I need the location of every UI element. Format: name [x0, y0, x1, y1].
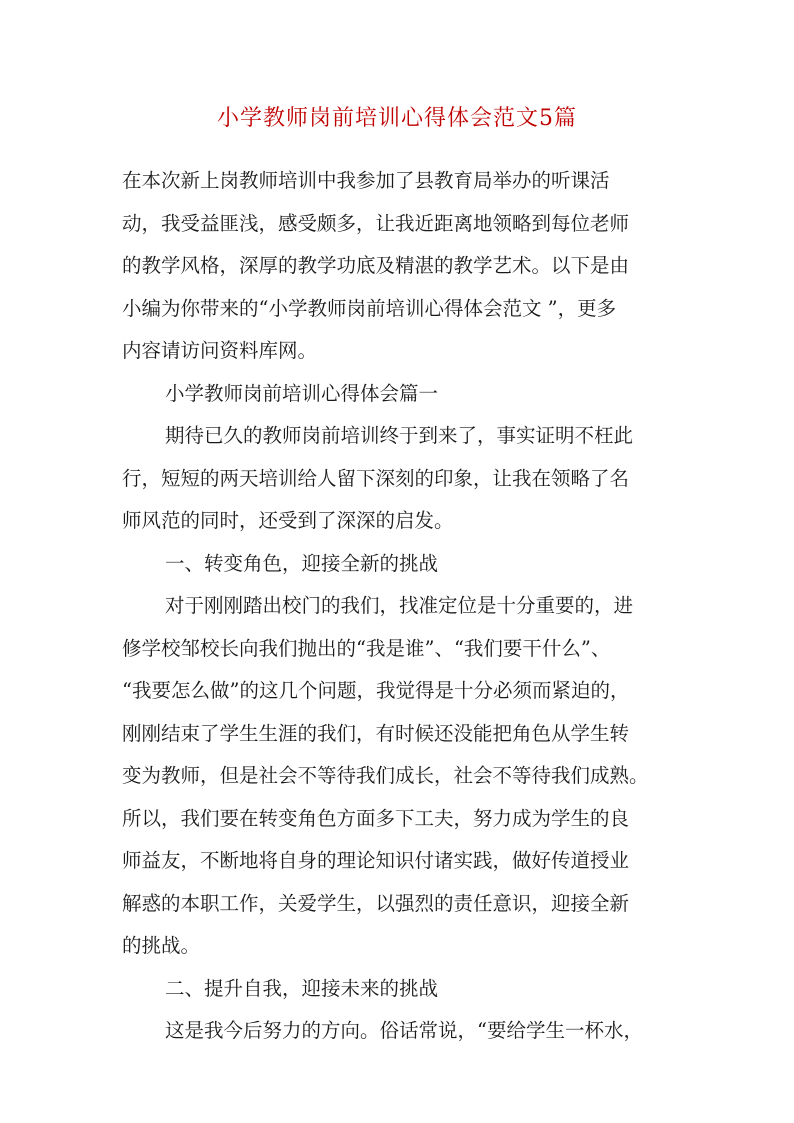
body-line: 动，我受益匪浅，感受颇多，让我近距离地领略到每位老师: [122, 211, 630, 235]
section-heading-part-one: 小学教师岗前培训心得体会篇一: [165, 381, 439, 405]
body-line: 的教学风格，深厚的教学功底及精湛的教学艺术。以下是由: [122, 254, 630, 277]
body-line: 在本次新上岗教师培训中我参加了县教育局举办的听课活: [122, 169, 610, 192]
body-line: 这是我今后努力的方向。俗话常说，“要给学生一杯水，: [165, 1019, 643, 1042]
subheading-change-role: 一、转变角色，迎接全新的挑战: [165, 551, 439, 575]
body-line: “我要怎么做”的这几个问题，我觉得是十分必须而紧迫的，: [122, 679, 630, 702]
body-line: 内容请访问资料库网。: [122, 339, 318, 362]
body-line: 解惑的本职工作，关爱学生，以强烈的责任意识，迎接全新: [122, 891, 630, 915]
body-line: 师风范的同时，还受到了深深的启发。: [122, 509, 454, 532]
body-line: 修学校邹校长向我们抛出的“我是谁”、“我们要干什么”、: [122, 636, 611, 660]
body-line: 小编为你带来的“小学教师岗前培训心得体会范文 ”，更多: [122, 296, 617, 320]
body-line: 的挑战。: [122, 934, 201, 957]
subheading-improve-self: 二、提升自我，迎接未来的挑战: [165, 976, 439, 1000]
body-line: 刚刚结束了学生生涯的我们，有时候还没能把角色从学生转: [122, 721, 630, 745]
body-line: 师益友，不断地将自身的理论知识付诸实践，做好传道授业: [122, 849, 630, 872]
body-line: 所以，我们要在转变角色方面多下工夫，努力成为学生的良: [122, 806, 630, 830]
body-line: 期待已久的教师岗前培训终于到来了，事实证明不枉此: [165, 424, 634, 447]
body-line: 变为教师，但是社会不等待我们成长，社会不等待我们成熟。: [122, 764, 649, 787]
body-line: 对于刚刚踏出校门的我们，找准定位是十分重要的，进: [165, 594, 634, 617]
body-line: 行，短短的两天培训给人留下深刻的印象，让我在领略了名: [122, 466, 630, 490]
document-body: [122, 160, 682, 1053]
document-title: 小学教师岗前培训心得体会范文5篇: [217, 106, 577, 131]
